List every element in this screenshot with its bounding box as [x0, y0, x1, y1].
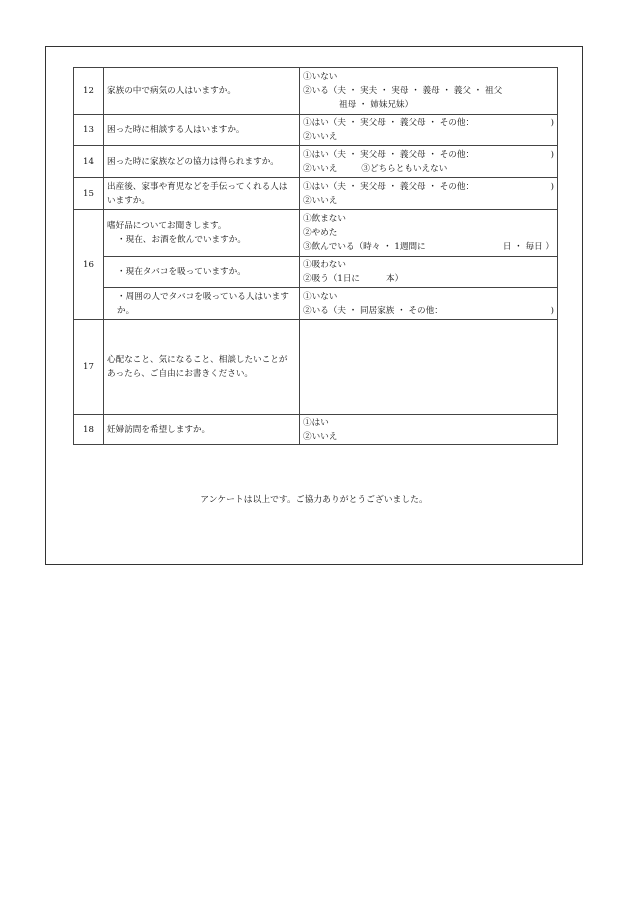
answer-option: 祖母 ・ 姉妹兄妹） [339, 100, 414, 110]
answer-options [300, 210, 558, 257]
question-number: 14 [74, 146, 104, 178]
question-number: 12 [74, 68, 104, 115]
question-text: 心配なこと、気になること、相談したいことがあったら、ご自由にお書きください。 [104, 320, 300, 415]
questionnaire-table [73, 67, 558, 445]
answer-options [300, 68, 558, 115]
question-text [104, 257, 300, 288]
answer-option: 日 ・ 毎日 ） [502, 242, 554, 252]
table-row [74, 288, 558, 320]
answer-options [300, 146, 558, 178]
closing-paren: ) [550, 305, 554, 316]
answer-options [300, 257, 558, 288]
closing-paren: ) [550, 118, 554, 128]
answer-option: ①はい（夫 ・ 実父母 ・ 義父母 ・ その他： [303, 149, 475, 160]
answer-options [300, 178, 558, 210]
sub-question: ・周囲の人でタバコを吸っている人はいますか。 [117, 291, 289, 316]
table-row [74, 115, 558, 146]
answer-option: ②いる（夫 ・ 実夫 ・ 実母 ・ 義母 ・ 義父 ・ 祖父 [303, 86, 503, 96]
questionnaire-frame [45, 46, 583, 565]
free-response-area[interactable] [300, 320, 558, 415]
answer-option: ①飲まない [303, 214, 346, 224]
question-text [104, 210, 300, 257]
question-number: 18 [74, 415, 104, 445]
question-text: 困った時に相談する人はいますか。 [104, 115, 300, 146]
answer-options [300, 288, 558, 320]
answer-option: ②いいえ [303, 195, 338, 206]
answer-options [300, 115, 558, 146]
table-row [74, 68, 558, 115]
table-row [74, 146, 558, 178]
table-row [74, 320, 558, 415]
table-row [74, 257, 558, 288]
answer-option: ②いいえ [303, 431, 338, 442]
question-number: 15 [74, 178, 104, 210]
answer-option: ①はい（夫 ・ 実父母 ・ 義父母 ・ その他： [303, 181, 475, 192]
table-row [74, 178, 558, 210]
answer-option: ①はい [303, 417, 329, 428]
table-row [74, 415, 558, 445]
answer-option: ①はい（夫 ・ 実父母 ・ 義父母 ・ その他： [303, 118, 475, 128]
question-text: 困った時に家族などの協力は得られますか。 [104, 146, 300, 178]
question-number: 17 [74, 320, 104, 415]
answer-option: ②いる（夫 ・ 同居家族 ・ その他： [303, 305, 443, 316]
question-number: 13 [74, 115, 104, 146]
question-text: 出産後、家事や育児などを手伝ってくれる人はいますか。 [104, 178, 300, 210]
question-text: 妊婦訪問を希望しますか。 [104, 415, 300, 445]
answer-option: ①吸わない [303, 260, 346, 270]
closing-message: アンケートは以上です。ご協力ありがとうございました。 [200, 495, 428, 505]
answer-option: ②いいえ [303, 132, 338, 142]
question-number: 16 [74, 210, 104, 320]
answer-option: ②吸う（1日に [303, 274, 361, 284]
sub-question: ・現在、お酒を飲んでいますか。 [117, 235, 246, 245]
answer-option: ②やめた [303, 228, 338, 238]
closing-paren: ) [550, 149, 554, 160]
answer-option: 本） [386, 274, 404, 284]
answer-option: ①いない [303, 72, 338, 82]
question-text [104, 288, 300, 320]
question-intro: 嗜好品についてお聞きします。 [107, 221, 227, 231]
answer-option: ③どちらともいえない [361, 163, 448, 174]
answer-option: ①いない [303, 291, 338, 302]
table-row [74, 210, 558, 257]
answer-option: ②いいえ [303, 163, 338, 174]
answer-options [300, 415, 558, 445]
closing-paren: ) [550, 181, 554, 192]
sub-question: ・現在タバコを吸っていますか。 [117, 267, 246, 277]
answer-option: ③飲んでいる（時々 ・ 1週間に [303, 242, 426, 252]
question-text: 家族の中で病気の人はいますか。 [104, 68, 300, 115]
